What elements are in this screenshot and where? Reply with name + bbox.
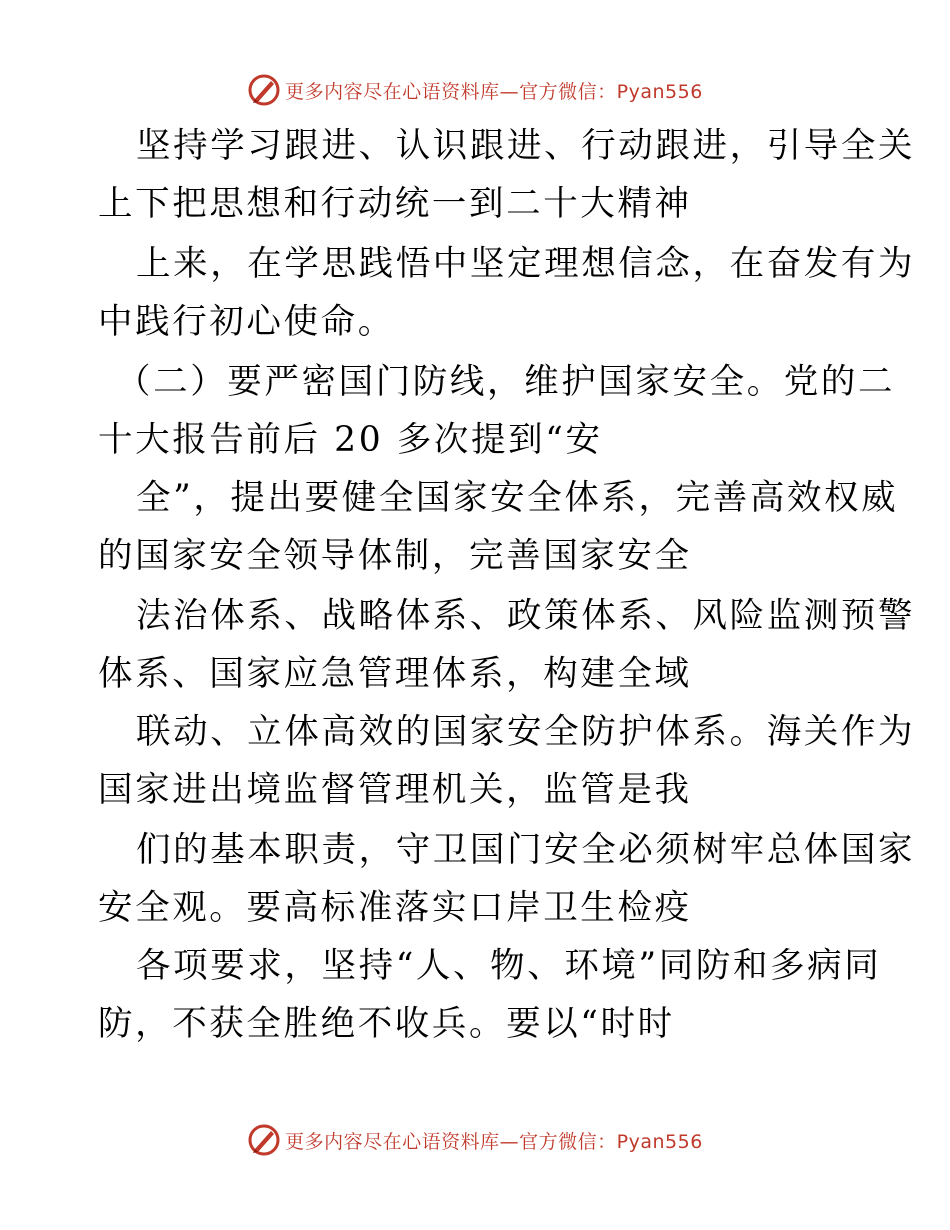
footer-banner-text: 更多内容尽在心语资料库—官方微信：Pyan556 xyxy=(285,1130,703,1153)
text-line: 十大报告前后 20 多次提到“安 xyxy=(98,420,603,460)
header-banner-text: 更多内容尽在心语资料库—官方微信：Pyan556 xyxy=(285,80,703,103)
text-line: 坚持学习跟进、认识跟进、行动跟进，引导全关 xyxy=(136,126,916,166)
text-line: 上下把思想和行动统一到二十大精神 xyxy=(98,184,692,224)
text-line: 上来，在学思践悟中坚定理想信念，在奋发有为 xyxy=(136,244,916,284)
text-line: 体系、国家应急管理体系，构建全域 xyxy=(98,654,692,694)
text-line: 的国家安全领导体制，完善国家安全 xyxy=(98,536,692,576)
text-line: 防，不获全胜绝不收兵。要以“时时 xyxy=(98,1004,675,1044)
text-line: 各项要求，坚持“人、物、环境”同防和多病同 xyxy=(136,946,882,986)
footer-banner xyxy=(0,1120,950,1160)
text-line: （二）要严密国门防线，维护国家安全。党的二 xyxy=(116,362,896,402)
text-line: 国家进出境监督管理机关，监管是我 xyxy=(98,770,692,810)
header-banner xyxy=(0,70,950,110)
text-line: 中践行初心使命。 xyxy=(98,302,395,342)
text-line: 联动、立体高效的国家安全防护体系。海关作为 xyxy=(136,712,916,752)
text-line: 全”，提出要健全国家安全体系，完善高效权威 xyxy=(136,478,899,518)
quill-logo-icon xyxy=(247,1123,281,1157)
text-line: 法治体系、战略体系、政策体系、风险监测预警 xyxy=(136,596,916,636)
quill-logo-icon xyxy=(247,73,281,107)
text-line: 安全观。要高标准落实口岸卫生检疫 xyxy=(98,888,692,928)
text-line: 们的基本职责，守卫国门安全必须树牢总体国家 xyxy=(136,830,916,870)
